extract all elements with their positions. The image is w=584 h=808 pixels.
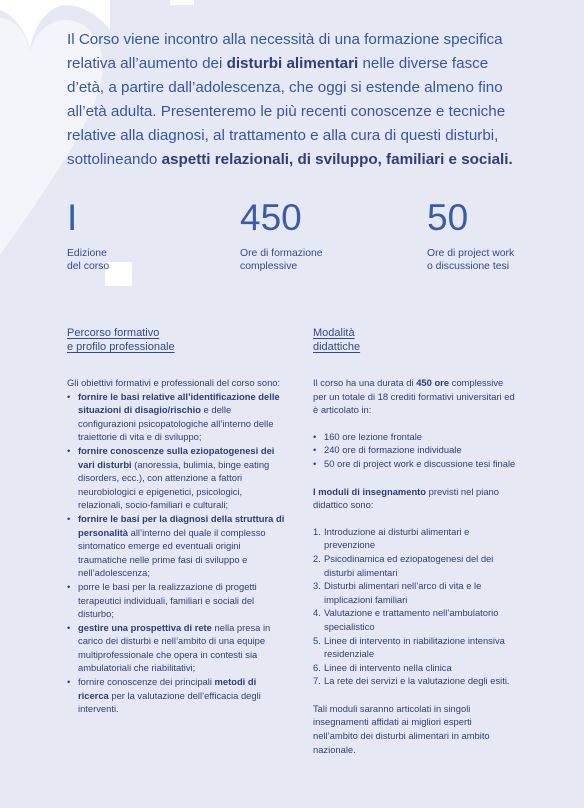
stat-label-line: complessive (240, 261, 298, 272)
list-item (313, 634, 519, 661)
text: complessive per un totale di 18 crediti formativi universitari ed è articolato in: (313, 377, 515, 416)
intro-bold-2: aspetti relazionali, di sviluppo, familiari e sociali. (161, 151, 513, 168)
item-text: fornire conoscenze dei principali (78, 676, 215, 688)
right-column-heading (313, 326, 519, 354)
text: previsti nel piano didattico sono: (313, 485, 499, 511)
list-item (313, 525, 519, 552)
item-bold: fornire le basi per la diagnosi della struttura di personalità (78, 512, 285, 538)
stat-label-line: o discussione tesi (427, 261, 510, 272)
list-item (313, 552, 519, 579)
closing-paragraph: Tali moduli saranno articolati in singoli insegnamenti affidati ai migliori esperti nell’ambito dei disturbi alimentari in ambito nazionale. (313, 702, 490, 755)
item-text: Psicodinamica ed eziopatogenesi del dei disturbi alimentari (324, 552, 494, 578)
stat-label-line: del corso (67, 261, 110, 272)
list-item (313, 661, 519, 675)
stat-training-hours (240, 198, 323, 273)
list-item (67, 390, 289, 444)
stat-label-line: Ore di project work (427, 248, 515, 259)
intro-text-2: nelle diverse fasce d’età, a partire dall’adolescenza, che oggi si estende almeno fino all’età adulta. Presenteremo le più recenti conoscenze e tecniche relative alla diagnosi, al trattamento e alla cura di questi disturbi, sottolineando (67, 55, 506, 168)
list-item: • 160 ore lezione frontale (313, 430, 519, 444)
text-bold: 450 ore (416, 377, 450, 388)
item-text: La rete dei servizi e la valutazione degli esiti. (324, 675, 510, 687)
list-item (313, 579, 519, 606)
list-item (67, 512, 289, 580)
intro-text-1: Il Corso viene incontro alla necessità di una formazione specifica relativa all’aumento dei (67, 31, 503, 72)
intro-paragraph (67, 28, 527, 172)
item-number: 4. (313, 607, 321, 619)
item-text: nella presa in carico dei disturbi e nell’ambito di una equipe multiprofessionale che opera in contesti sia ambulatoriali che riabilitativi; (78, 621, 271, 674)
heading-line: Modalità (313, 327, 355, 339)
objectives-intro: Gli obiettivi formativi e professionali del corso sono: (67, 377, 281, 388)
list-item (67, 675, 289, 716)
stat-label (427, 247, 514, 273)
stat-label (67, 247, 109, 273)
list-item: • 50 ore di project work e discussione tesi finale (313, 457, 519, 471)
item-bold: fornire le basi relative all’identificazione delle situazioni di disagio/rischio (78, 390, 280, 416)
stat-label (240, 247, 323, 273)
stat-value: 50 (427, 197, 469, 238)
left-column-heading (67, 326, 289, 354)
item-text: e delle configurazioni psicopatologiche all’interno delle traiettorie di vita e di sviluppo; (78, 404, 274, 443)
item-number: 2. (313, 552, 321, 564)
item-text: (anoressia, bulimia, binge eating disorders, ecc.), con attenzione a fattori neurobiologici e epigenetici, psicologici, relazionali, socio-familiari e culturali; (78, 458, 270, 511)
stat-value: I (67, 197, 78, 238)
list-item (67, 580, 289, 621)
item-bold: fornire conoscenze sulla eziopatogenesi dei vari disturbi (78, 444, 275, 470)
item-number: 1. (313, 525, 321, 537)
heading-line: Percorso formativo (67, 327, 160, 339)
left-column (67, 326, 289, 716)
item-text: Linee di intervento nella clinica (324, 661, 452, 673)
stat-project-hours (427, 198, 514, 273)
item-number: 7. (313, 675, 321, 687)
item-text: Introduzione ai disturbi alimentari e prevenzione (324, 525, 470, 551)
list-item (313, 606, 519, 633)
item-text: all’interno del quale il complesso sintomatico emerge ed eventuali origini traumatiche nelle prime fasi di sviluppo e nell’adolescenza; (78, 526, 266, 579)
stat-value: 450 (240, 197, 302, 238)
objectives-list (67, 390, 289, 716)
modules-list (313, 525, 519, 688)
item-text: Linee di intervento in riabilitazione intensiva residenziale (324, 634, 505, 660)
modules-intro (313, 485, 519, 512)
heading-line: e profilo professionale (67, 341, 175, 353)
list-item: • 240 ore di formazione individuale (313, 443, 519, 457)
hours-list (313, 430, 519, 471)
right-column (313, 326, 519, 766)
item-bold: gestire una prospettiva di rete (78, 621, 212, 633)
item-number: 6. (313, 661, 321, 673)
text-bold: I moduli di insegnamento (313, 485, 427, 497)
stat-label-line: Edizione (67, 248, 107, 259)
item-text: porre le basi per la realizzazione di progetti terapeutici individuali, familiari e sociali del disturbo; (78, 580, 257, 620)
item-text: per la valutazione dell’efficacia degli interventi. (78, 689, 261, 715)
item-number: 3. (313, 580, 321, 592)
item-text: Valutazione e trattamento nell’ambulatorio specialistico (324, 607, 499, 632)
item-text: Disturbi alimentari nell’arco di vita e le implicazioni familiari (324, 580, 482, 605)
list-item (313, 674, 519, 688)
intro-bold-1: disturbi alimentari (226, 55, 359, 72)
text: Il corso ha una durata di (313, 377, 417, 388)
item-bold: metodi di ricerca (78, 676, 257, 701)
list-item (67, 621, 289, 675)
heading-line: didattiche (313, 341, 361, 353)
stat-edition (67, 198, 109, 273)
stat-label-line: Ore di formazione (240, 248, 323, 259)
top-white-square (170, 0, 194, 5)
item-number: 5. (313, 634, 321, 646)
list-item (67, 444, 289, 512)
duration-paragraph (313, 376, 519, 417)
